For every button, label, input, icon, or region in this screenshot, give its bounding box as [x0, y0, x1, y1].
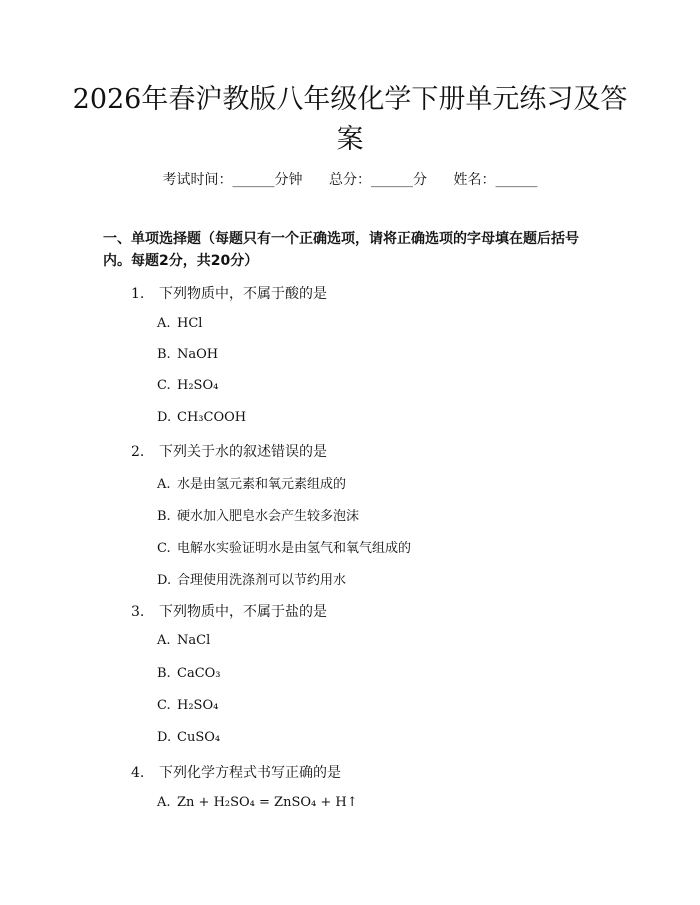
- total-score-field: 总分：______分: [329, 172, 427, 188]
- option-text: CH₃COOH: [177, 410, 247, 425]
- option-letter: D.: [157, 573, 172, 588]
- option-2c: [157, 537, 411, 556]
- question-2: [131, 441, 327, 461]
- question-number: 1.: [131, 286, 145, 302]
- question-text: 下列化学方程式书写正确的是: [159, 765, 341, 781]
- option-4a: [157, 795, 358, 810]
- option-letter: B.: [157, 347, 171, 362]
- option-2d: [157, 569, 346, 588]
- question-number: 3.: [131, 604, 145, 620]
- option-letter: A.: [157, 795, 171, 810]
- option-letter: B.: [157, 509, 171, 524]
- exam-info: [0, 169, 700, 189]
- option-text: H₂SO₄: [177, 378, 219, 393]
- page-title: 2026年春沪教版八年级化学下册单元练习及答案: [72, 84, 628, 155]
- option-letter: C.: [157, 541, 171, 556]
- option-text: HCl: [177, 316, 203, 331]
- option-letter: B.: [157, 666, 171, 681]
- question-1: [131, 283, 327, 303]
- option-text: Zn + H₂SO₄ = ZnSO₄ + H↑: [177, 795, 358, 810]
- option-text: CuSO₄: [177, 730, 221, 745]
- exam-time-field: 考试时间：______分钟: [162, 172, 303, 188]
- section-heading: 一、单项选择题（每题只有一个正确选项，请将正确选项的字母填在题后括号内。每题2分，共20分）: [103, 231, 579, 269]
- option-1b: [157, 347, 218, 362]
- option-letter: A.: [157, 316, 171, 331]
- option-2b: [157, 505, 359, 524]
- option-3a: [157, 633, 210, 648]
- option-letter: A.: [157, 477, 171, 492]
- option-3b: [157, 666, 221, 681]
- option-1d: [157, 410, 246, 425]
- option-text: 水是由氢元素和氧元素组成的: [177, 477, 347, 492]
- option-letter: C.: [157, 378, 171, 393]
- option-text: NaCl: [177, 633, 211, 648]
- option-letter: D.: [157, 410, 172, 425]
- option-2a: [157, 473, 346, 492]
- option-text: 硬水加入肥皂水会产生较多泡沫: [177, 509, 360, 524]
- option-letter: A.: [157, 633, 171, 648]
- question-number: 4.: [131, 765, 145, 781]
- name-field: 姓名：______: [453, 172, 538, 188]
- option-1c: [157, 378, 218, 393]
- option-text: NaOH: [177, 347, 219, 362]
- option-text: H₂SO₄: [177, 698, 219, 713]
- option-text: CaCO₃: [177, 666, 221, 681]
- option-letter: D.: [157, 730, 172, 745]
- question-text: 下列物质中，不属于盐的是: [159, 604, 327, 620]
- option-letter: C.: [157, 698, 171, 713]
- question-4: [131, 762, 341, 782]
- option-text: 电解水实验证明水是由氢气和氧气组成的: [177, 541, 412, 556]
- option-text: 合理使用洗涤剂可以节约用水: [177, 573, 347, 588]
- question-text: 下列关于水的叙述错误的是: [159, 444, 327, 460]
- option-3c: [157, 698, 218, 713]
- option-1a: [157, 316, 202, 331]
- question-text: 下列物质中，不属于酸的是: [159, 286, 327, 302]
- question-number: 2.: [131, 444, 145, 460]
- option-3d: [157, 730, 220, 745]
- question-3: [131, 601, 327, 621]
